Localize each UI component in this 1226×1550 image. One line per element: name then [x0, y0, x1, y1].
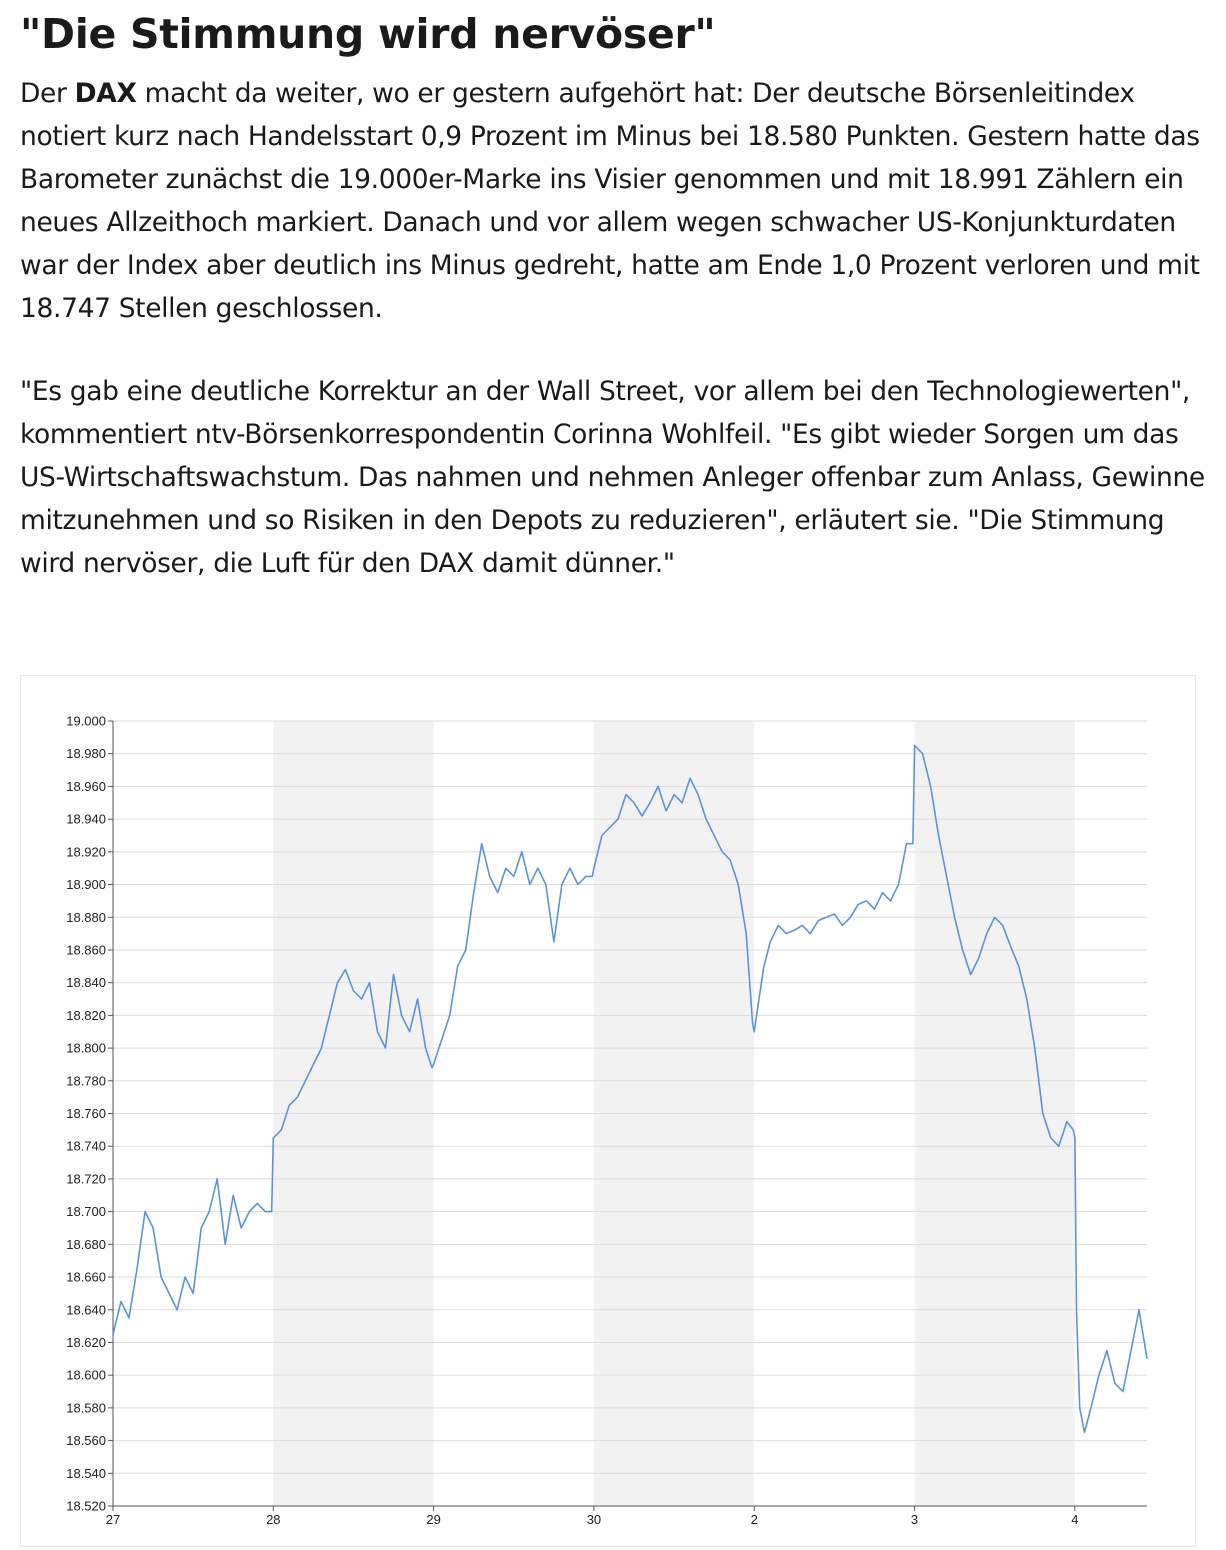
y-tick-label: 18.740	[66, 1138, 106, 1154]
y-tick-label: 18.560	[66, 1433, 106, 1449]
y-tick-label: 18.980	[66, 746, 106, 762]
y-tick-label: 18.760	[66, 1106, 106, 1121]
y-tick-label: 18.700	[66, 1204, 106, 1220]
y-tick-label: 18.920	[66, 844, 106, 860]
y-tick-label: 18.680	[66, 1236, 106, 1252]
y-tick-label: 18.620	[66, 1334, 106, 1350]
y-tick-label: 18.940	[66, 811, 106, 827]
y-tick-label: 18.960	[66, 778, 106, 794]
y-tick-label: 18.540	[66, 1465, 106, 1481]
article-title: "Die Stimmung wird nervöser"	[20, 10, 716, 58]
y-tick-label: 18.780	[66, 1073, 106, 1089]
article-paragraph-1	[20, 72, 1206, 330]
x-tick-label: 3	[910, 1512, 919, 1527]
y-tick-label: 19.000	[66, 713, 106, 729]
y-tick-label: 18.880	[66, 909, 106, 925]
y-tick-label: 18.840	[66, 975, 106, 991]
x-tick-label: 27	[105, 1512, 121, 1527]
article	[0, 0, 1226, 585]
y-tick-label: 18.580	[66, 1400, 106, 1416]
x-tick-label: 4	[1071, 1512, 1079, 1527]
y-tick-label: 18.660	[66, 1269, 106, 1285]
chart-svg	[21, 676, 1195, 1546]
y-tick-label: 18.900	[66, 877, 106, 893]
chart-y-tick-labels	[66, 714, 106, 1514]
y-tick-label: 18.520	[66, 1498, 106, 1514]
dax-bold: DAX	[74, 78, 137, 109]
y-tick-label: 18.820	[66, 1007, 106, 1023]
p1-lead: Der	[20, 78, 75, 109]
x-tick-label: 29	[426, 1512, 441, 1527]
y-tick-label: 18.860	[66, 942, 106, 958]
chart-x-tick-labels	[106, 1512, 1079, 1527]
x-tick-label: 28	[266, 1512, 281, 1527]
y-tick-label: 18.640	[66, 1302, 106, 1318]
y-tick-label: 18.600	[66, 1367, 106, 1383]
article-paragraph-2: "Es gab eine deutliche Korrektur an der Wall Street, vor allem bei den Technologiewerten", kommentiert ntv-Börsenkorrespondentin Corinna Wohlfeil. "Es gibt wieder Sorgen um das US-Wirtschaftswachstum. Das nahmen und nehmen Anleger offenbar zum Anlass, Gewinne mitzunehmen und so Risiken in den Depots zu reduzieren", erläutert sie. "Die Stimmung wird nervöser, die Luft für den DAX damit dünner."	[20, 376, 1205, 579]
y-tick-label: 18.800	[66, 1040, 106, 1056]
y-tick-label: 18.720	[66, 1171, 106, 1187]
x-tick-label: 2	[750, 1512, 758, 1527]
p1-text: macht da weiter, wo er gestern aufgehört hat: Der deutsche Börsenleitindex notiert kurz nach Handelsstart 0,9 Prozent im Minus bei 18.580 Punkten. Gestern hatte das Barometer zunächst die 19.000er-Marke ins Visier genommen und mit 18.991 Zählern ein neues Allzeithoch markiert. Danach und vor allem wegen schwacher US-Konjunkturdaten war der Index aber deutlich ins Minus gedreht, hatte am Ende 1,0 Prozent verloren und mit 18.747 Stellen geschlossen.	[20, 78, 1200, 324]
dax-chart	[20, 675, 1196, 1547]
x-tick-label: 30	[586, 1512, 602, 1527]
